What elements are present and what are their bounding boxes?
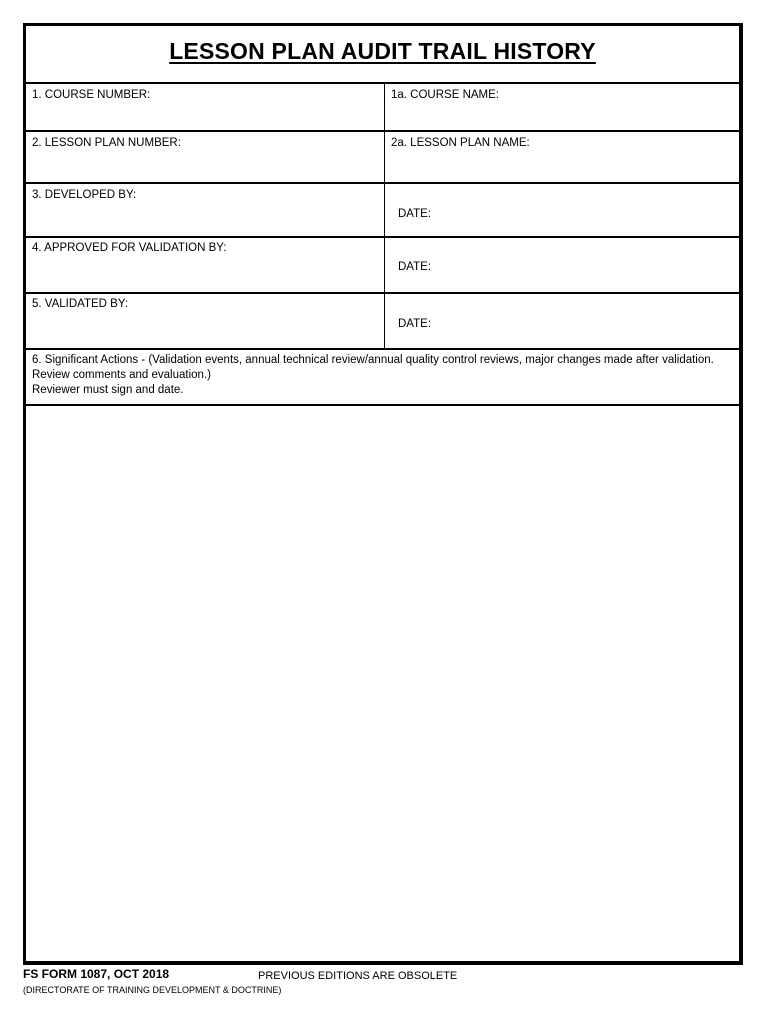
validated-by-field[interactable] xyxy=(26,292,385,348)
course-name-field[interactable] xyxy=(385,82,739,130)
approved-by-field[interactable] xyxy=(26,236,385,292)
significant-actions-header xyxy=(26,348,739,406)
approved-date-field[interactable] xyxy=(385,236,739,292)
developed-by-field[interactable] xyxy=(26,182,385,236)
lesson-plan-number-label: 2. LESSON PLAN NUMBER: xyxy=(32,137,181,149)
validated-date-field[interactable] xyxy=(385,292,739,348)
developed-row xyxy=(26,182,739,238)
validated-row xyxy=(26,292,739,350)
approved-date-label: DATE: xyxy=(398,261,432,273)
significant-actions-label: 6. Significant Actions - (Validation events, annual technical review/annual quality control reviews, major changes made after validation. Review comments and evaluation.) xyxy=(32,354,714,381)
lesson-plan-row xyxy=(26,130,739,184)
significant-actions-entry-area[interactable] xyxy=(26,404,739,961)
editions-notice: PREVIOUS EDITIONS ARE OBSOLETE xyxy=(258,970,458,982)
course-row xyxy=(26,82,739,132)
course-number-label: 1. COURSE NUMBER: xyxy=(32,89,151,101)
significant-actions-instructions xyxy=(32,353,733,398)
developed-by-label: 3. DEVELOPED BY: xyxy=(32,189,137,201)
form-number: FS FORM 1087, OCT 2018 xyxy=(23,967,170,981)
reviewer-note: Reviewer must sign and date. xyxy=(32,384,184,396)
course-name-label: 1a. COURSE NAME: xyxy=(391,89,499,101)
approved-row xyxy=(26,236,739,294)
audit-trail-form xyxy=(23,23,743,965)
approved-by-label: 4. APPROVED FOR VALIDATION BY: xyxy=(32,242,227,254)
directorate-label: (DIRECTORATE OF TRAINING DEVELOPMENT & DOCTRINE) xyxy=(23,985,282,995)
lesson-plan-name-field[interactable] xyxy=(385,130,739,182)
form-title-bar xyxy=(26,26,739,84)
validated-date-label: DATE: xyxy=(398,318,432,330)
course-number-field[interactable] xyxy=(26,82,385,130)
developed-date-label: DATE: xyxy=(398,208,432,220)
validated-by-label: 5. VALIDATED BY: xyxy=(32,298,129,310)
developed-date-field[interactable] xyxy=(385,182,739,236)
form-title: LESSON PLAN AUDIT TRAIL HISTORY xyxy=(169,38,596,64)
lesson-plan-name-label: 2a. LESSON PLAN NAME: xyxy=(391,137,530,149)
lesson-plan-number-field[interactable] xyxy=(26,130,385,182)
